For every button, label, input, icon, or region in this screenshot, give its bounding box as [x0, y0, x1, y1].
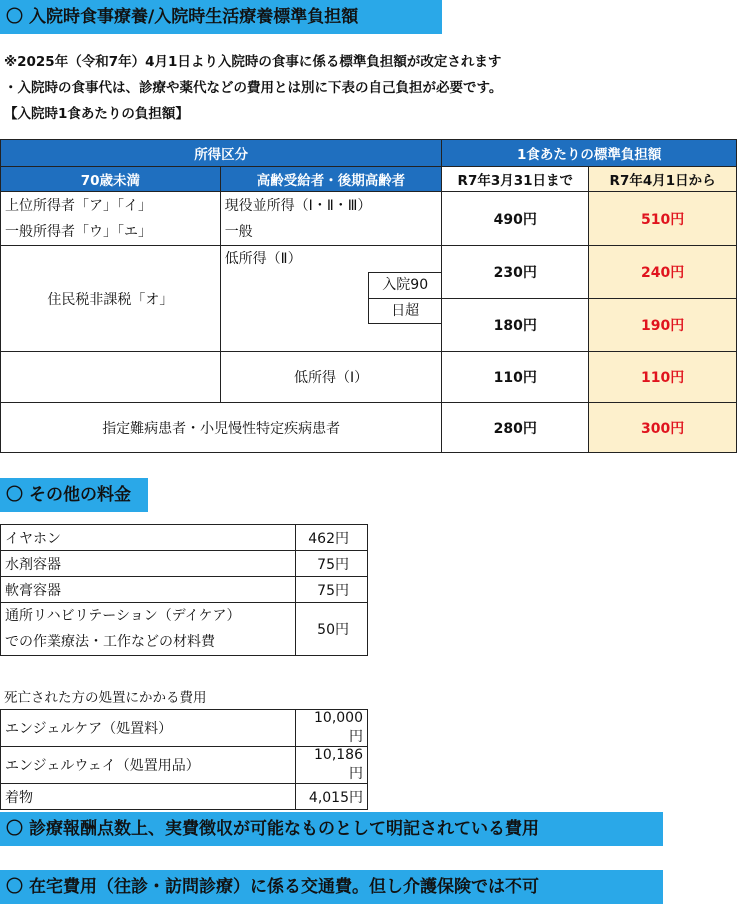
section-header-meal	[0, 0, 442, 34]
header-new: R7年4月1日から	[589, 167, 737, 192]
row2-over90-cell	[368, 246, 442, 299]
row2-over90-line2: 日超	[368, 299, 441, 324]
circle-icon: 〇	[6, 819, 23, 839]
fee-price: 10,000円	[296, 710, 368, 747]
row2-new-price: 240円	[589, 246, 737, 299]
section-title: 入院時食事療養/入院時生活療養標準負担額	[29, 7, 359, 27]
row1-under70-line2: 一般所得者「ウ」「エ」	[5, 223, 152, 240]
table-row	[1, 784, 368, 810]
table-row	[1, 525, 368, 551]
daycare-line2: での作業療法・工作などの材料費	[5, 634, 215, 650]
circle-icon: 〇	[6, 877, 23, 897]
fee-item: 軟膏容器	[1, 577, 296, 603]
section-header-transport	[0, 870, 663, 904]
section-header-other	[0, 478, 148, 512]
row2-under70: 住民税非課税「オ」	[1, 246, 221, 352]
row2-elderly: 低所得（Ⅱ）	[220, 246, 368, 352]
table-row	[1, 747, 368, 784]
row3-current-price: 180円	[442, 299, 589, 352]
header-standard: 1食あたりの標準負担額	[442, 140, 737, 167]
table-title: 【入院時1食あたりの負担額】	[4, 106, 189, 122]
row1-new-price: 510円	[589, 192, 737, 246]
fee-item: エンジェルウェイ（処置用品）	[1, 747, 296, 784]
row2-current-price: 230円	[442, 246, 589, 299]
revision-note: ※2025年（令和7年）4月1日より入院時の食事に係る標準負担額が改定されます	[4, 54, 502, 70]
row1-elderly-line1: 現役並所得（Ⅰ・Ⅱ・Ⅲ）	[224, 197, 372, 214]
daycare-line1: 通所リハビリテーション（デイケア）	[5, 608, 241, 624]
fee-item: イヤホン	[1, 525, 296, 551]
row3-new-price: 190円	[589, 299, 737, 352]
row1-current-price: 490円	[442, 192, 589, 246]
row5-current-price: 280円	[442, 403, 589, 453]
fee-price: 4,015円	[296, 784, 368, 810]
fee-price: 75円	[296, 551, 368, 577]
self-pay-note: ・入院時の食事代は、診療や薬代などの費用とは別に下表の自己負担が必要です。	[4, 80, 503, 96]
row3-over90-cell	[368, 299, 442, 352]
row1-under70-line1: 上位所得者「ア」「イ」	[5, 197, 152, 214]
section-title: その他の料金	[29, 485, 131, 505]
table-row	[1, 710, 368, 747]
row2-over90-line1: 入院90	[368, 272, 441, 298]
fee-item: 着物	[1, 784, 296, 810]
other-fees-table	[0, 524, 368, 656]
header-under70: 70歳未満	[1, 167, 221, 192]
row5-new-price: 300円	[589, 403, 737, 453]
death-fees-table	[0, 709, 368, 810]
section-title: 診療報酬点数上、実費徴収が可能なものとして明記されている費用	[29, 819, 539, 839]
fee-item	[1, 603, 296, 656]
row1-elderly	[220, 192, 442, 246]
fee-price: 462円	[296, 525, 368, 551]
row4-elderly: 低所得（Ⅰ）	[220, 352, 442, 403]
row1-elderly-line2: 一般	[224, 223, 253, 240]
row4-current-price: 110円	[442, 352, 589, 403]
fee-item: エンジェルケア（処置料）	[1, 710, 296, 747]
death-caption: 死亡された方の処置にかかる費用	[4, 690, 207, 706]
table-row	[1, 551, 368, 577]
header-income: 所得区分	[1, 140, 442, 167]
row4-new-price: 110円	[589, 352, 737, 403]
table-row	[1, 603, 368, 656]
circle-icon: 〇	[6, 485, 23, 505]
header-current: R7年3月31日まで	[442, 167, 589, 192]
header-elderly: 高齢受給者・後期高齢者	[220, 167, 442, 192]
circle-icon: 〇	[6, 7, 23, 27]
row1-under70	[1, 192, 221, 246]
fee-price: 50円	[296, 603, 368, 656]
meal-cost-table	[0, 139, 737, 453]
fee-item: 水剤容器	[1, 551, 296, 577]
section-title: 在宅費用（往診・訪問診療）に係る交通費。但し介護保険では不可	[29, 877, 539, 897]
fee-price: 75円	[296, 577, 368, 603]
table-row	[1, 577, 368, 603]
section-header-billed	[0, 812, 663, 846]
fee-price: 10,186円	[296, 747, 368, 784]
row5-label: 指定難病患者・小児慢性特定疾病患者	[1, 403, 442, 453]
row4-under70-empty	[1, 352, 221, 403]
